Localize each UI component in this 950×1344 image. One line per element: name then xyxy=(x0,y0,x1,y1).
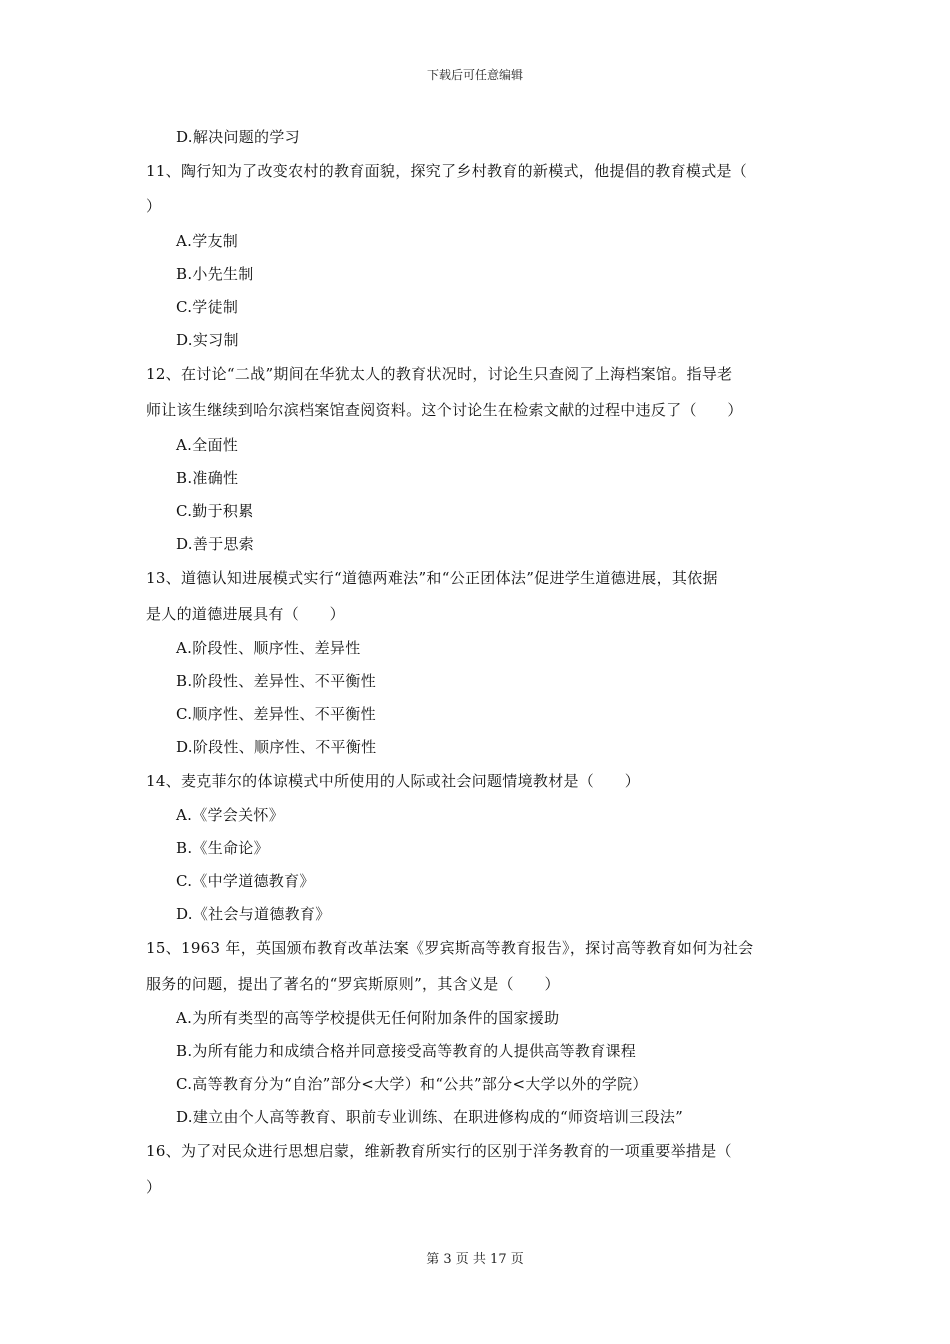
option-15-b: B.为所有能力和成绩合格并同意接受高等教育的人提供高等教育课程 xyxy=(176,1042,637,1060)
option-12-d: D.善于思索 xyxy=(176,535,255,553)
page-footer: 第 3 页 共 17 页 xyxy=(426,1252,524,1267)
option-12-b: B.准确性 xyxy=(176,469,239,487)
option-12-a: A.全面性 xyxy=(176,436,239,454)
question-13-text: 13、道德认知进展模式实行“道德两难法”和“公正团体法”促进学生道德进展，其依据 xyxy=(146,569,718,587)
option-13-c: C.顺序性、差异性、不平衡性 xyxy=(176,705,376,723)
option-14-a: A.《学会关怀》 xyxy=(176,806,285,824)
question-11-text: 11、陶行知为了改变农村的教育面貌，探究了乡村教育的新模式，他提倡的教育模式是（ xyxy=(146,162,748,180)
question-16-text-cont: ） xyxy=(146,1178,162,1196)
option-13-a: A.阶段性、顺序性、差异性 xyxy=(176,639,361,657)
option-14-c: C.《中学道德教育》 xyxy=(176,872,315,890)
option-14-b: B.《生命论》 xyxy=(176,839,269,857)
question-14-text: 14、麦克菲尔的体谅模式中所使用的人际或社会问题情境教材是（ ） xyxy=(146,772,640,790)
question-11-text-cont: ） xyxy=(146,197,162,215)
option-13-d: D.阶段性、顺序性、不平衡性 xyxy=(176,738,377,756)
option-15-a: A.为所有类型的高等学校提供无任何附加条件的国家援助 xyxy=(176,1009,560,1027)
option-12-c: C.勤于积累 xyxy=(176,502,254,520)
question-15-text-cont: 服务的问题，提出了著名的“罗宾斯原则”，其含义是（ ） xyxy=(146,975,560,993)
option-13-b: B.阶段性、差异性、不平衡性 xyxy=(176,672,376,690)
option-11-b: B.小先生制 xyxy=(176,265,254,283)
option-11-a: A.学友制 xyxy=(176,232,239,250)
option-14-d: D.《社会与道德教育》 xyxy=(176,905,331,923)
question-12-text-cont: 师让该生继续到哈尔滨档案馆查阅资料。这个讨论生在检索文献的过程中违反了（ ） xyxy=(146,401,743,419)
option-10-d: D.解决问题的学习 xyxy=(176,128,300,146)
option-11-c: C.学徒制 xyxy=(176,298,239,316)
question-13-text-cont: 是人的道德进展具有（ ） xyxy=(146,605,345,623)
option-15-d: D.建立由个人高等教育、职前专业训练、在职进修构成的“师资培训三段法” xyxy=(176,1108,684,1126)
option-15-c: C.高等教育分为“自治”部分<大学）和“公共”部分<大学以外的学院） xyxy=(176,1075,648,1093)
question-15-text: 15、1963 年，英国颁布教育改革法案《罗宾斯高等教育报告》，探讨高等教育如何为社会 xyxy=(146,939,754,957)
question-16-text: 16、为了对民众进行思想启蒙，维新教育所实行的区别于洋务教育的一项重要举措是（ xyxy=(146,1142,732,1160)
option-11-d: D.实习制 xyxy=(176,331,239,349)
page-header: 下载后可任意编辑 xyxy=(426,68,523,82)
question-12-text: 12、在讨论“二战”期间在华犹太人的教育状况时，讨论生只查阅了上海档案馆。指导老 xyxy=(146,365,733,383)
